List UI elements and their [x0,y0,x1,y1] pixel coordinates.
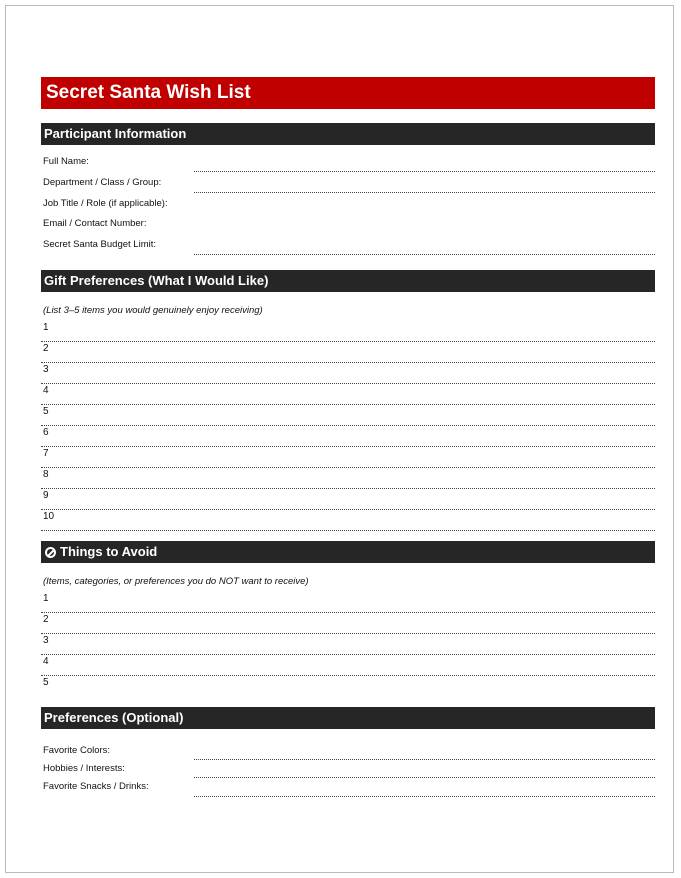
avoid-item-row[interactable] [41,592,655,613]
field-favorite-colors-line[interactable] [194,759,655,760]
section-header-participant [41,123,655,145]
section-title: Participant Information [44,126,187,141]
label-budget-limit: Secret Santa Budget Limit: [43,239,157,250]
avoid-item-row[interactable] [41,613,655,634]
page-title: Secret Santa Wish List [41,77,655,109]
gift-item-row[interactable] [41,468,655,489]
gift-note: (List 3–5 items you would genuinely enjoy receiving) [43,305,263,316]
document-page [5,5,674,873]
item-line [41,530,655,531]
label-favorite-snacks: Favorite Snacks / Drinks: [43,781,149,792]
item-number: 2 [43,614,49,625]
label-hobbies: Hobbies / Interests: [43,763,125,774]
field-department-line[interactable] [194,192,655,193]
section-title: Preferences (Optional) [44,710,184,725]
field-hobbies-line[interactable] [194,777,655,778]
ban-icon [45,547,56,558]
label-email-contact: Email / Contact Number: [43,218,147,229]
gift-item-row[interactable] [41,321,655,342]
item-number: 3 [43,635,49,646]
section-header-preferences [41,707,655,729]
item-number: 4 [43,656,49,667]
avoid-item-row[interactable] [41,655,655,676]
section-title: Gift Preferences (What I Would Like) [44,273,269,288]
field-full-name-line[interactable] [194,171,655,172]
gift-item-row[interactable] [41,363,655,384]
label-full-name: Full Name: [43,156,89,167]
avoid-note: (Items, categories, or preferences you do NOT want to receive) [43,576,309,587]
item-number: 5 [43,677,49,688]
item-number: 1 [43,322,49,333]
gift-item-row[interactable] [41,405,655,426]
gift-item-row[interactable] [41,384,655,405]
gift-item-row[interactable] [41,510,655,531]
item-number: 9 [43,490,49,501]
item-number: 7 [43,448,49,459]
gift-item-row[interactable] [41,447,655,468]
gift-item-row[interactable] [41,426,655,447]
item-number: 3 [43,364,49,375]
item-number: 8 [43,469,49,480]
label-department: Department / Class / Group: [43,177,162,188]
item-number: 6 [43,427,49,438]
section-header-avoid [41,541,655,563]
field-budget-line[interactable] [194,254,655,255]
item-number: 2 [43,343,49,354]
item-number: 1 [43,593,49,604]
item-number: 5 [43,406,49,417]
field-favorite-snacks-line[interactable] [194,796,655,797]
item-number: 4 [43,385,49,396]
gift-item-row[interactable] [41,342,655,363]
section-header-gifts [41,270,655,292]
avoid-item-row[interactable] [41,634,655,655]
label-favorite-colors: Favorite Colors: [43,745,111,756]
avoid-item-row[interactable] [41,676,655,697]
section-title: Things to Avoid [60,544,158,559]
gift-item-row[interactable] [41,489,655,510]
item-number: 10 [43,511,55,522]
label-job-title: Job Title / Role (if applicable): [43,198,168,209]
